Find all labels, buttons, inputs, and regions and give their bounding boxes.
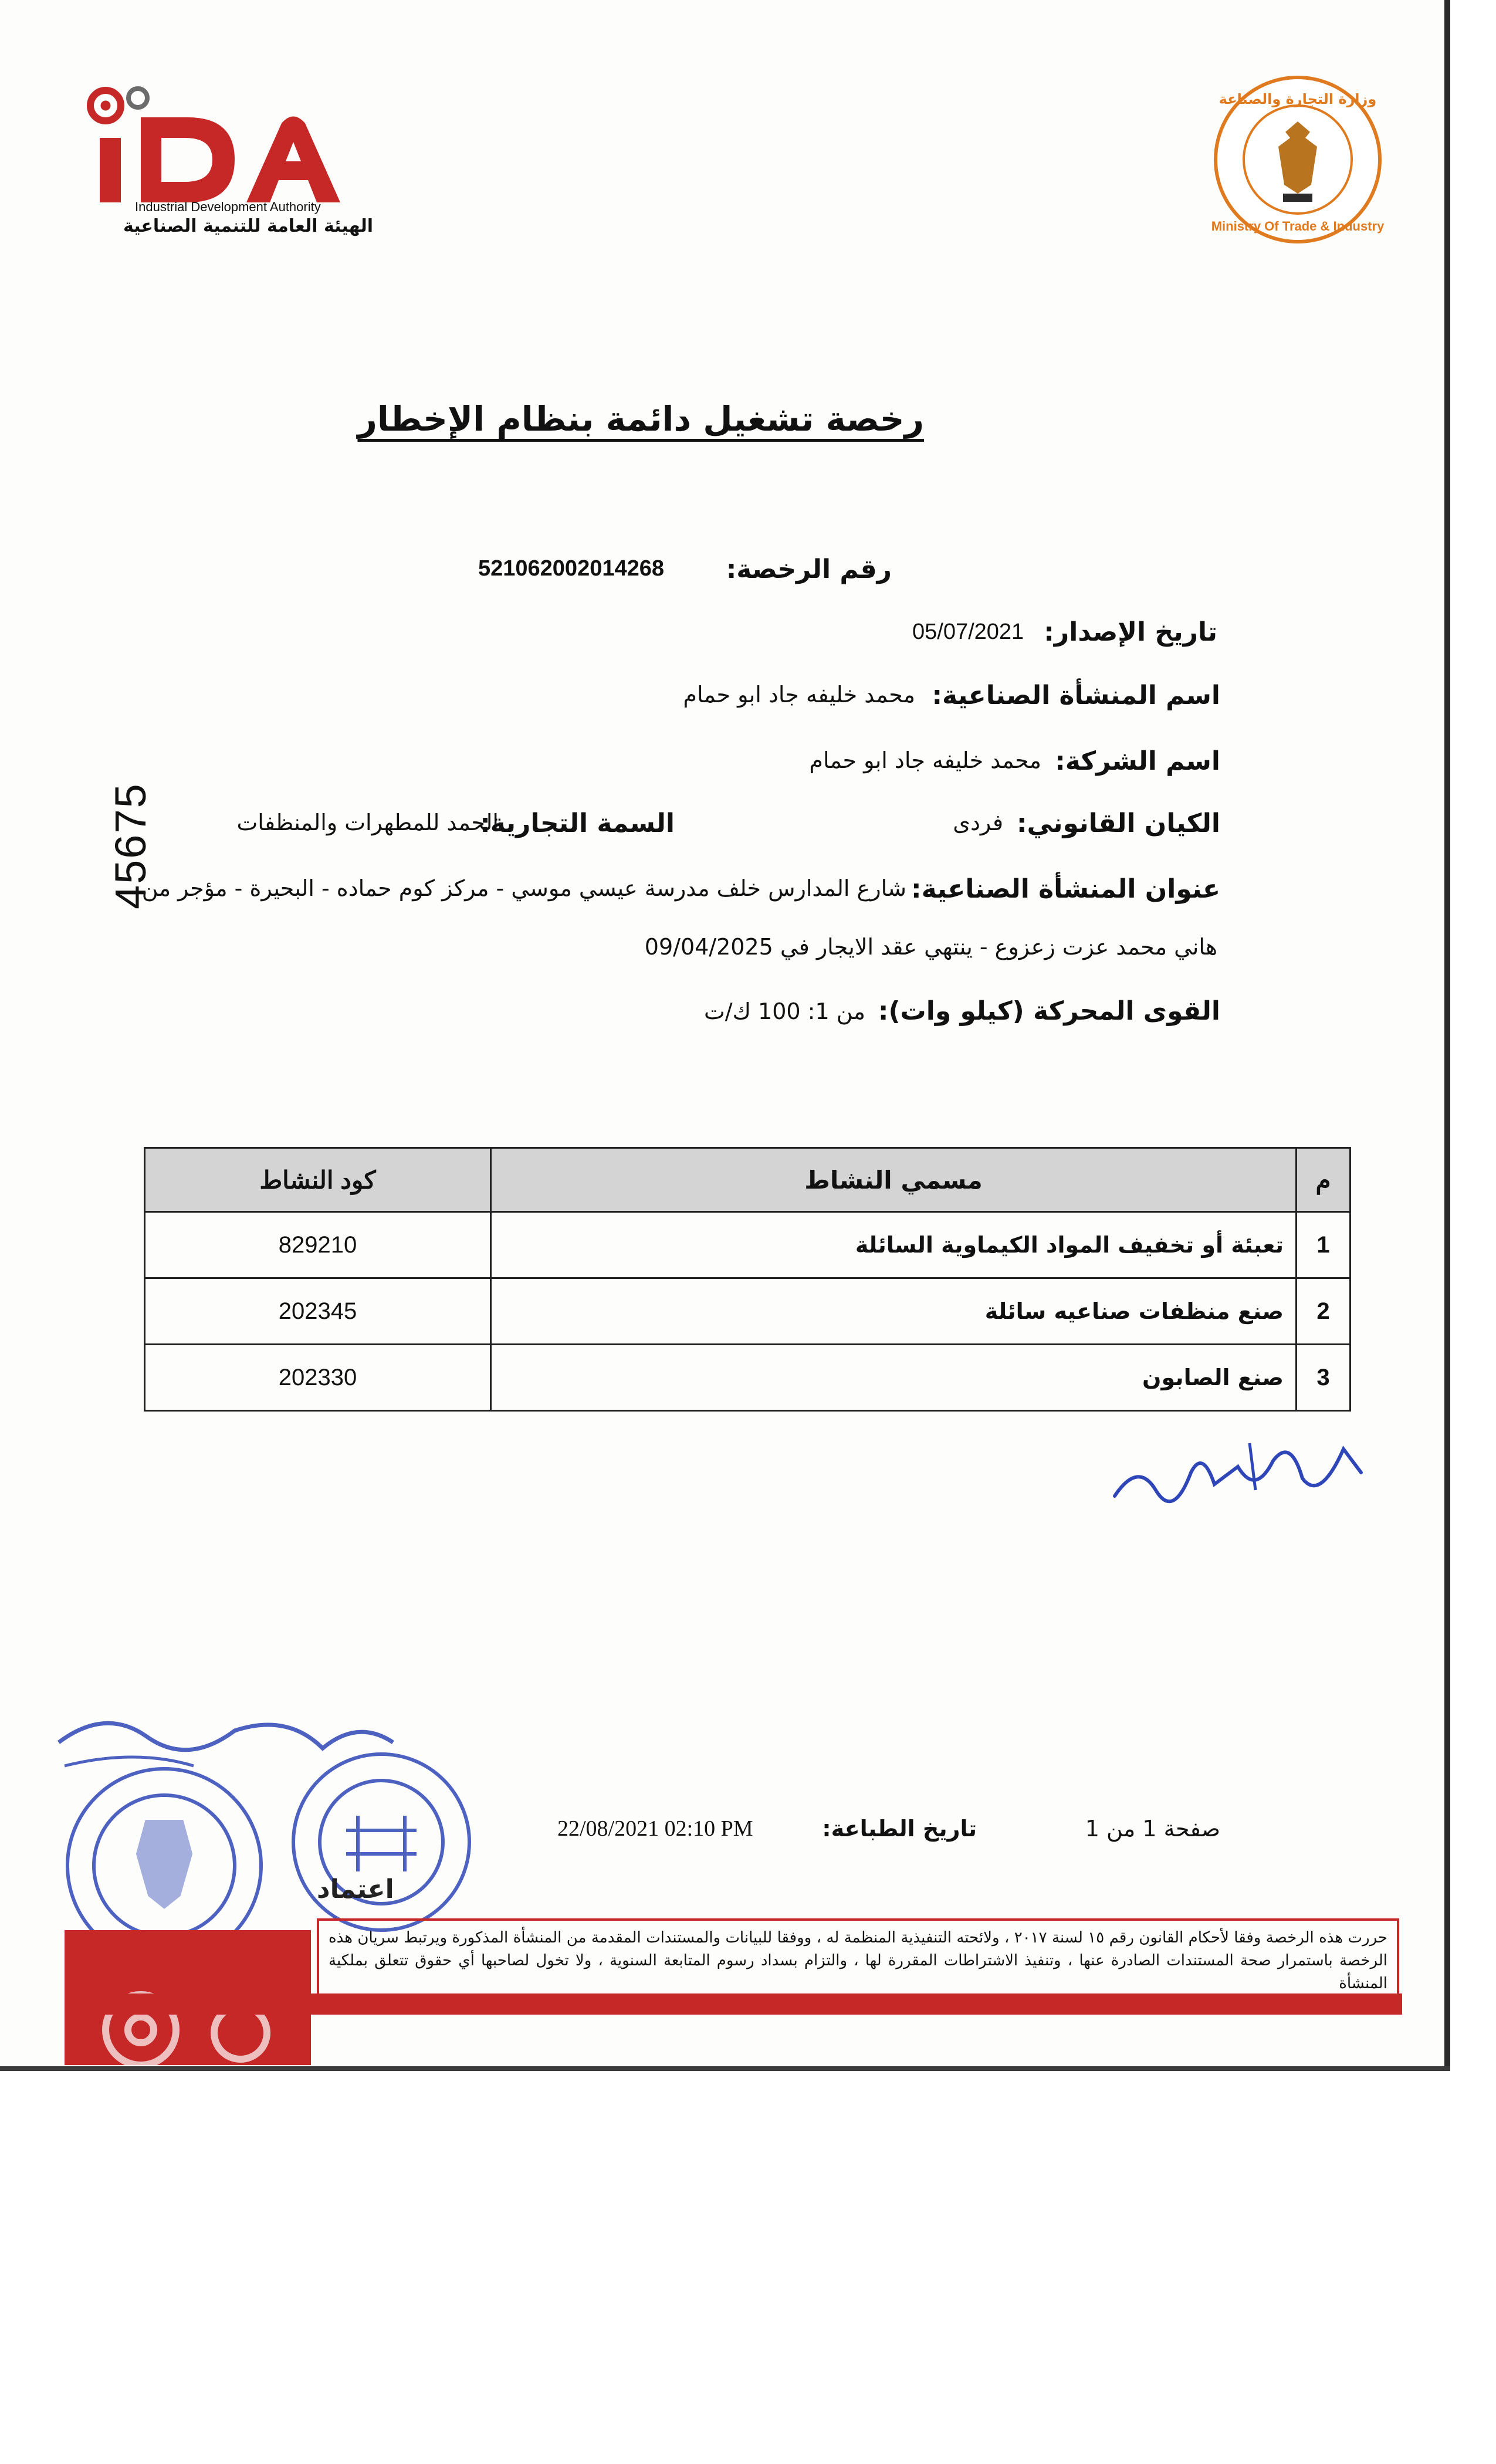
legal-notice: حررت هذه الرخصة وفقا لأحكام القانون رقم ١٥ لسنة ٢٠١٧ ، ولائحته التنفيذية المنظمة له ، ووفقا للبيانات والمستندات المقدمة من المنشأة المذكورة ويرتبط سريان هذه الرخصة باستمرار صحة المستندات الصادرة عنها ، وتنفيذ الاشتراطات المقررة لها ، والتزام بسداد رسوم المتابعة السنوية ، ولا تخول لصاحبها أي حقوق تتعلق بملكية المنشأة <box>317 1918 1399 2005</box>
col-header-code: كود النشاط <box>145 1148 491 1212</box>
trade-name-value: الحمد للمطهرات والمنظفات <box>236 810 499 835</box>
document-title: رخصة تشغيل دائمة بنظام الإخطار <box>357 399 924 439</box>
row-num: 3 <box>1297 1345 1351 1411</box>
row-activity-name: صنع الصابون <box>491 1345 1297 1411</box>
company-name-label: اسم الشركة: <box>1055 746 1220 776</box>
table-header-row <box>145 1148 1351 1212</box>
table-row <box>145 1345 1351 1411</box>
issue-date-value: 05/07/2021 <box>912 620 1024 644</box>
row-activity-code: 202330 <box>145 1345 491 1411</box>
issue-date-label: تاريخ الإصدار: <box>1044 617 1217 647</box>
svg-text:Ministry Of Trade & Industry: Ministry Of Trade & Industry <box>1211 219 1385 233</box>
row-activity-name: صنع منظفات صناعيه سائلة <box>491 1278 1297 1345</box>
row-num: 1 <box>1297 1212 1351 1278</box>
trade-name-label: السمة التجارية: <box>480 808 675 838</box>
row-activity-code: 202345 <box>145 1278 491 1345</box>
ministry-seal <box>1211 73 1385 246</box>
row-activity-name: تعبئة أو تخفيف المواد الكيماوية السائلة <box>491 1212 1297 1278</box>
legal-entity-value: فردى <box>953 810 1003 835</box>
svg-text:اعتماد: اعتماد <box>317 1874 394 1904</box>
print-date-label: تاريخ الطباعة: <box>822 1816 977 1842</box>
col-header-num: م <box>1297 1148 1351 1212</box>
side-stamp-number: 45675 <box>106 783 155 909</box>
power-value: من 1: 100 ك/ت <box>704 999 865 1024</box>
page-count: صفحة 1 من 1 <box>1085 1816 1220 1842</box>
license-number-value: 521062002014268 <box>478 556 665 581</box>
row-num: 2 <box>1297 1278 1351 1345</box>
address-value-line2: هاني محمد عزت زعزوع - ينتهي عقد الايجار في 09/04/2025 <box>644 934 1217 960</box>
row-activity-code: 829210 <box>145 1212 491 1278</box>
authority-name-en: Industrial Development Authority <box>135 199 321 214</box>
facility-name-value: محمد خليفه جاد ابو حمام <box>683 682 915 708</box>
handwritten-signature <box>1103 1426 1373 1519</box>
table-row <box>145 1212 1351 1278</box>
power-label: القوى المحركة (كيلو وات): <box>878 996 1220 1026</box>
company-name-value: محمد خليفه جاد ابو حمام <box>809 747 1041 773</box>
col-header-name: مسمي النشاط <box>491 1148 1297 1212</box>
activities-table <box>144 1147 1351 1412</box>
table-row <box>145 1278 1351 1345</box>
scan-edge-bottom <box>0 2066 1450 2071</box>
print-date-value: 22/08/2021 02:10 PM <box>557 1816 753 1841</box>
license-number-label: رقم الرخصة: <box>726 554 892 584</box>
address-value-line1: شارع المدارس خلف مدرسة عيسي موسي - مركز كوم حماده - البحيرة - مؤجر من <box>141 875 906 901</box>
scan-edge <box>1444 0 1450 2071</box>
svg-text:وزارة التجارة والصناعة: وزارة التجارة والصناعة <box>1219 91 1377 107</box>
facility-name-label: اسم المنشأة الصناعية: <box>932 681 1220 710</box>
authority-name-ar: الهيئة العامة للتنمية الصناعية <box>123 216 373 236</box>
legal-entity-label: الكيان القانوني: <box>1016 808 1220 838</box>
address-label: عنوان المنشأة الصناعية: <box>911 874 1220 904</box>
